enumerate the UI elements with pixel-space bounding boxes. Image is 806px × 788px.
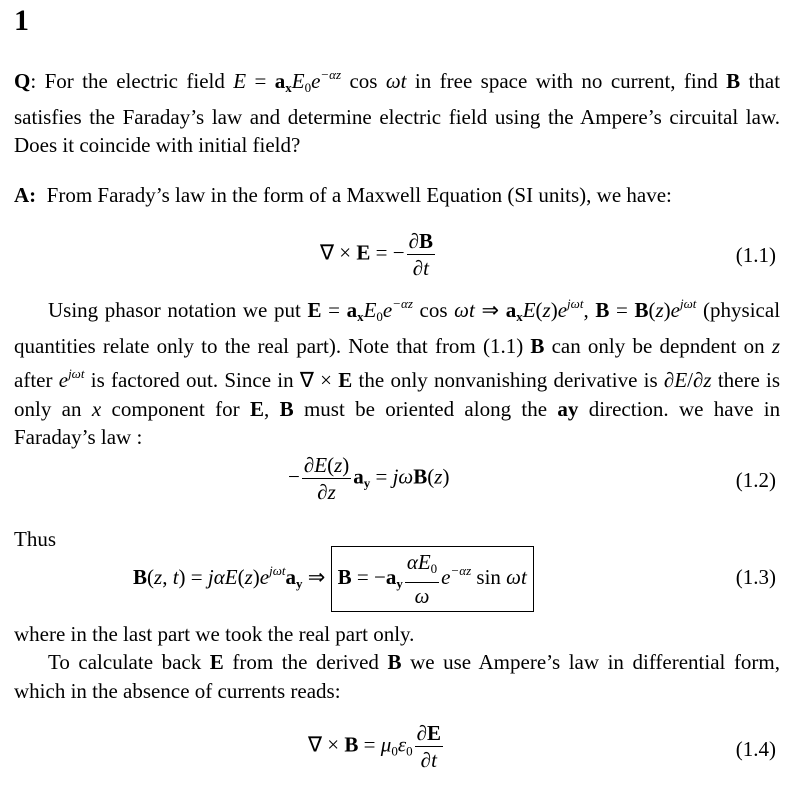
equation-number-1-4: (1.4)	[735, 737, 776, 761]
answer-paragraph-2: To calculate back E from the derived B we use Ampere’s law in differential form, which in the absence of currents reads:	[14, 650, 781, 703]
equation-1-3: B(z, $t) = j\alpha E(z)e^{j\omega t}a_y$ ⇒ $B = -a_y$ $\frac{\alpha E0}{\omega}$ $e^{-\alpha z}$ sin ωt	[133, 546, 534, 612]
answer-label: A:	[14, 183, 37, 207]
answer-paragraph-1: Using phasor notation we put $E = a_xE0e^{-\alpha z}$ cos ωt ⇒ $a_xE(z)e^{j\omega t}$, $B = B(z)e^{j\omega t}$ (physical quantities relate only to the real part). Note that from (1.1) B can only be depndent on z after $e^{j\omega t}$ is factored out. Since in ∇ × E the only nonvanishing derivative is ∂E/∂z there is only an x component for E, B must be oriented along the ay direction. we have in Faraday’s law :	[14, 296, 781, 449]
equation-1-1: ∇ × E = − $\frac{\partial B}{\partial t}$	[320, 229, 434, 280]
section-number: 1	[14, 4, 29, 37]
equation-1-2: − $\frac{\partial E(z)}{\partial z}$ $a_y = j\omega B(z)$	[288, 453, 450, 504]
boxed-result: $B = -a_y$ $\frac{\alpha E0}{\omega}$ $e^{-\alpha z}$ sin ωt	[331, 546, 534, 612]
question-text-3: that satisfies the Faraday’s law and determine electric field using the Ampere’s circuital law. Does it coincide with initial field?	[14, 69, 781, 157]
question-text-1: For the electric field	[44, 69, 225, 93]
thus-text: Thus	[14, 527, 56, 551]
question-paragraph: Q: For the electric field $E = a_xE0e^{-\alpha z}$ cos ωt in free space with no current, find B that satisfies the Faraday’s law and determine electric field using the Ampere’s circuital law. Does it coincide with initial field?	[14, 67, 781, 157]
question-text-2: in free space with no current, find	[414, 69, 718, 93]
answer-intro: A: From Farady’s law in the form of a Maxwell Equation (SI units), we have:	[14, 183, 672, 207]
equation-number-1-1: (1.1)	[735, 243, 776, 267]
question-label: Q	[14, 69, 31, 93]
equation-1-4: ∇ × B = μ0ε0 $\frac{\partial E}{\partial t}$	[308, 721, 441, 772]
equation-number-1-3: (1.3)	[735, 565, 776, 589]
equation-number-1-2: (1.2)	[735, 468, 776, 492]
where-text: where in the last part we took the real part only.	[14, 622, 415, 646]
